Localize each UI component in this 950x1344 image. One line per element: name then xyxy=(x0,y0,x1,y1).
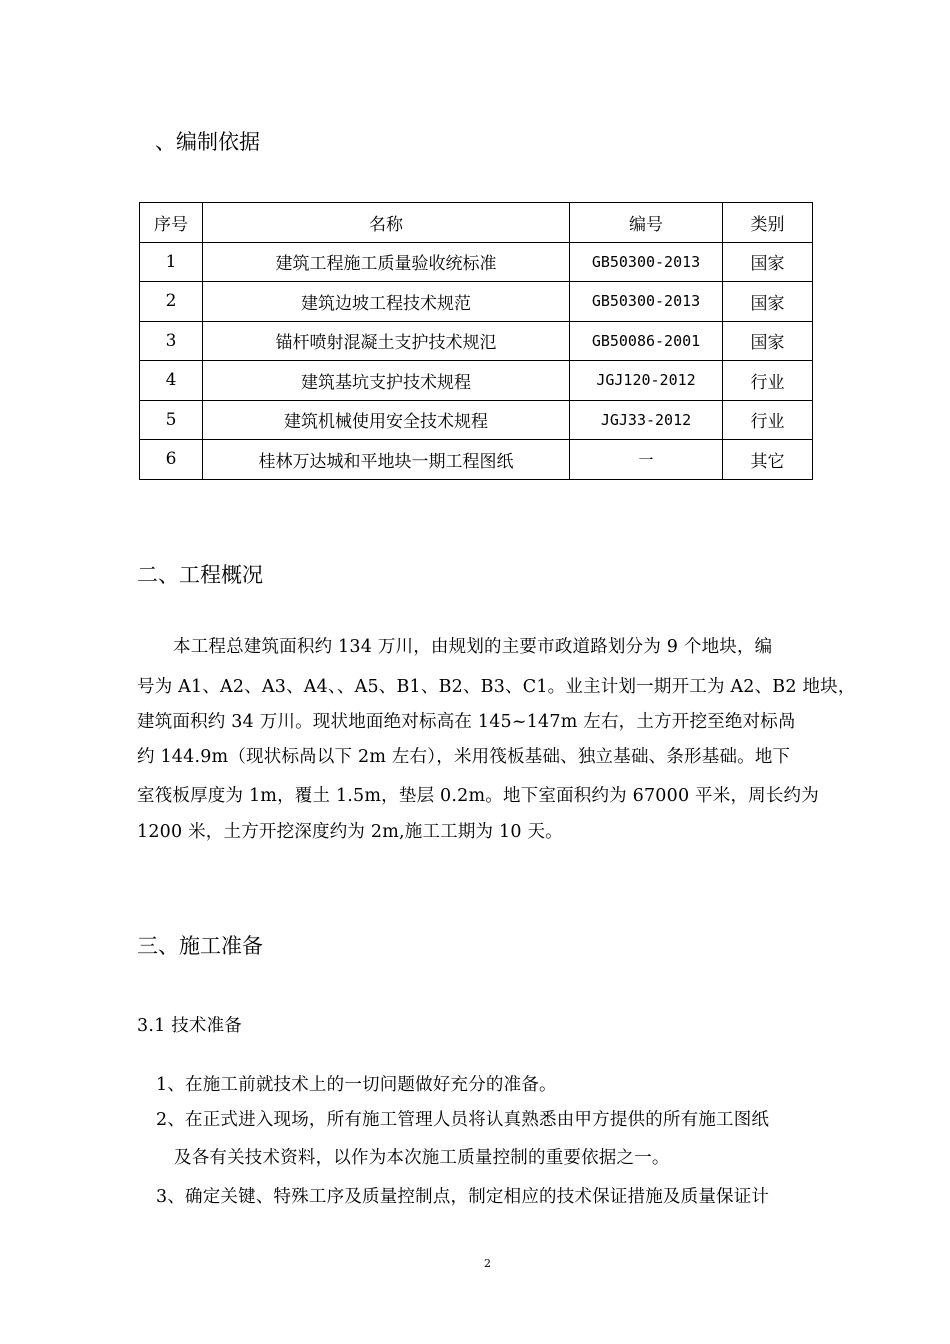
table-row xyxy=(140,242,813,282)
prep-item: 2、在正式进入现场，所有施工管理人员将认真熟悉由甲方提供的所有施工图纸 xyxy=(156,1110,770,1130)
page-number: 2 xyxy=(484,1257,491,1270)
row-code: 一 xyxy=(570,440,723,480)
row-no: 4 xyxy=(140,361,203,401)
overview-line: 约 144.9m（现状标咼以下 2m 左右），米用筏板基础、独立基础、条形基础。地下 xyxy=(137,747,791,767)
row-code: JGJ33-2012 xyxy=(570,400,723,440)
row-code: GB50300-2013 xyxy=(570,242,723,282)
row-type: 行业 xyxy=(723,400,813,440)
row-name: 建筑机械使用安全技术规程 xyxy=(203,400,570,440)
row-type: 国家 xyxy=(723,282,813,322)
section3-title: 三、施工准备 xyxy=(137,934,263,958)
row-no: 6 xyxy=(140,440,203,480)
section3-subtitle: 3.1 技术准备 xyxy=(137,1016,242,1036)
row-no: 3 xyxy=(140,321,203,361)
table-row xyxy=(140,400,813,440)
row-code: JGJ120-2012 xyxy=(570,361,723,401)
table-row xyxy=(140,361,813,401)
overview-line: 1200 米，土方开挖深度约为 2m,施工工期为 10 天。 xyxy=(137,822,563,842)
row-code: GB50300-2013 xyxy=(570,282,723,322)
table-row xyxy=(140,282,813,322)
row-no: 1 xyxy=(140,242,203,282)
table-row xyxy=(140,440,813,480)
section1-title: 、编制依据 xyxy=(155,130,260,154)
overview-line: 室筏板厚度为 1m，覆土 1.5m，垫层 0.2m。地下室面积约为 67000 平米，周长约为 xyxy=(137,786,819,806)
row-type: 国家 xyxy=(723,242,813,282)
row-name: 桂林万达城和平地块一期工程图纸 xyxy=(203,440,570,480)
row-type: 行业 xyxy=(723,361,813,401)
prep-item: 1、在施工前就技术上的一切问题做好充分的准备。 xyxy=(156,1075,557,1095)
prep-item: 3、确定关键、特殊工序及质量控制点，制定相应的技术保证措施及质量保证计 xyxy=(156,1187,770,1207)
row-no: 5 xyxy=(140,400,203,440)
table-header-row xyxy=(140,203,813,243)
row-type: 其它 xyxy=(723,440,813,480)
prep-item: 及各有关技术资料，以作为本次施工质量控制的重要依据之一。 xyxy=(174,1148,670,1168)
basis-table xyxy=(139,202,813,480)
table-row xyxy=(140,321,813,361)
header-no: 序号 xyxy=(140,203,203,243)
row-code: GB50086-2001 xyxy=(570,321,723,361)
header-code: 编号 xyxy=(570,203,723,243)
row-type: 国家 xyxy=(723,321,813,361)
overview-line: 号为 A1、A2、A3、A4、、A5、B1、B2、B3、C1。业主计划一期开工为 A2、B2 地块， xyxy=(137,677,856,697)
row-name: 建筑基坑支护技术规程 xyxy=(203,361,570,401)
row-name: 建筑工程施工质量验收统标准 xyxy=(203,242,570,282)
row-no: 2 xyxy=(140,282,203,322)
section2-title: 二、工程概况 xyxy=(137,563,263,587)
row-name: 建筑边坡工程技术规范 xyxy=(203,282,570,322)
overview-line: 建筑面积约 34 万川。现状地面绝对标高在 145~147m 左右，土方开挖至绝对标咼 xyxy=(137,712,796,732)
row-name: 锚杆喷射混凝土支护技术规氾 xyxy=(203,321,570,361)
header-type: 类别 xyxy=(723,203,813,243)
header-name: 名称 xyxy=(203,203,570,243)
overview-line: 本工程总建筑面积约 134 万川，由规划的主要市政道路划分为 9 个地块，编 xyxy=(173,637,773,657)
